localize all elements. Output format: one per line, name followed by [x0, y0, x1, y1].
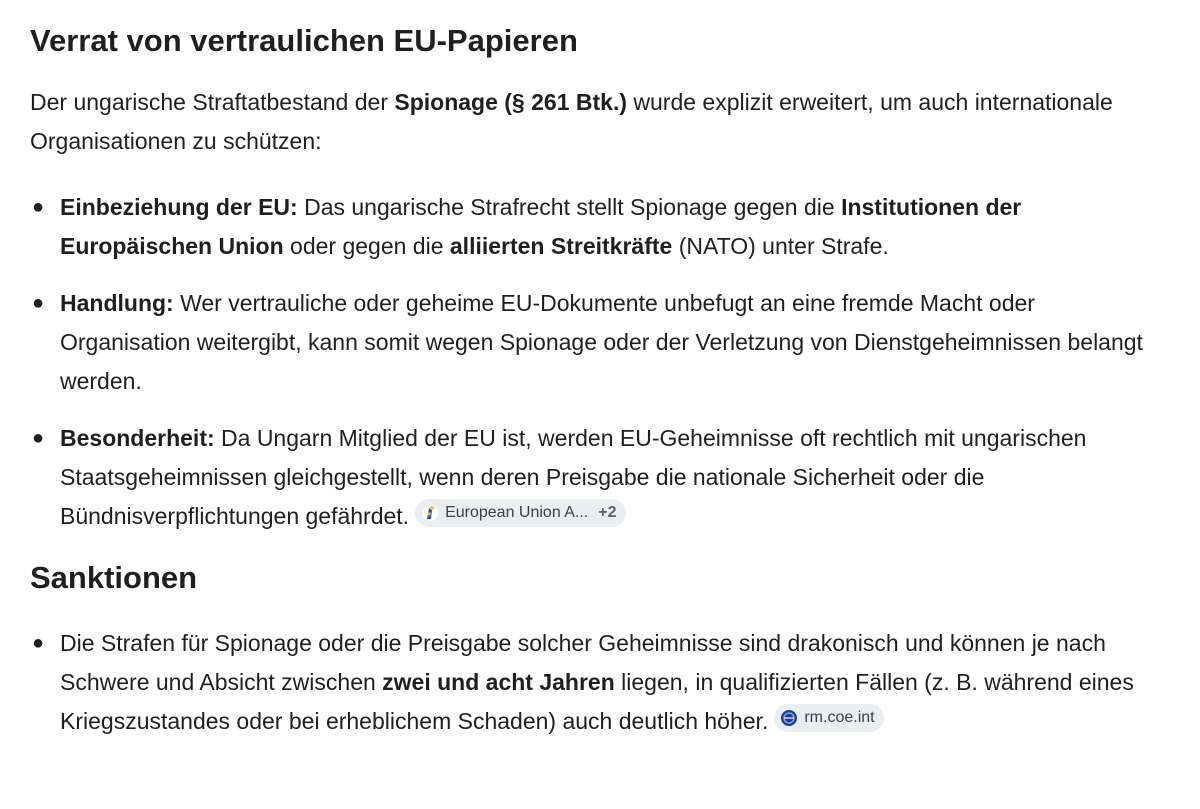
item-bold: zwei und acht Jahren — [382, 669, 615, 695]
intro-paragraph — [30, 83, 1140, 161]
item-text: Das ungarische Strafrecht stellt Spionage gegen die — [297, 194, 842, 220]
item-text: liegen, in qualifizierten Fällen (z. B. während eines Kriegszustandes oder bei erheblichem Schaden) auch deutlich höher. — [60, 669, 1134, 734]
list-item-besonderheit — [30, 419, 1170, 536]
coe-source-icon — [780, 709, 798, 727]
item-text: Wer vertrauliche oder geheime EU-Dokumente unbefugt an eine fremde Macht oder Organisation weitergibt, kann somit wegen Spionage oder der Verletzung von Dienstgeheimnissen belangt werden. — [60, 290, 1143, 394]
section-heading-sanktionen: Sanktionen — [30, 560, 198, 595]
item-bold: alliierten Streitkräfte — [449, 233, 673, 259]
item-label: Besonderheit: — [60, 425, 215, 451]
bullet-dot: ● — [32, 196, 45, 218]
list-item-strafen — [30, 624, 1170, 741]
chip-more-count: +2 — [598, 504, 617, 521]
source-chip-european-union[interactable] — [415, 499, 625, 527]
item-text: oder gegen die — [283, 233, 450, 259]
bullet-dot: ● — [32, 292, 45, 314]
source-chip-coe[interactable] — [774, 704, 883, 732]
item-text: (NATO) unter Strafe. — [672, 233, 889, 259]
intro-text-2: wurde explizit erweitert, um auch internationale Organisationen zu schützen: — [30, 89, 1113, 154]
intro-text-1: Der ungarische Straftatbestand der — [30, 89, 395, 115]
item-label: Einbeziehung der EU: — [60, 194, 298, 220]
intro-bold-spionage: Spionage (§ 261 Btk.) — [394, 89, 627, 115]
item-text: Da Ungarn Mitglied der EU ist, werden EU-Geheimnisse oft rechtlich mit ungarischen Staatsgeheimnissen gleichgestellt, wenn deren Preisgabe die nationale Sicherheit oder die Bündnisverpflichtungen gefährdet. — [60, 425, 1087, 529]
item-text: Die Strafen für Spionage oder die Preisgabe solcher Geheimnisse sind drakonisch und können je nach Schwere und Absicht zwischen — [60, 630, 1106, 695]
bullet-list-sanktionen — [30, 624, 1170, 741]
bullet-list-eu — [30, 188, 1170, 536]
chip-label: European Union A... — [445, 504, 589, 521]
list-item-einbeziehung — [30, 188, 1170, 266]
eu-source-icon — [421, 504, 439, 522]
list-item-handlung — [30, 284, 1170, 401]
bullet-dot: ● — [32, 427, 45, 449]
item-bold: Institutionen der Europäischen Union — [60, 194, 1022, 259]
bullet-dot: ● — [32, 632, 45, 654]
section-heading-verrat: Verrat von vertraulichen EU-Papieren — [30, 23, 578, 58]
chip-label: rm.coe.int — [804, 709, 875, 726]
item-label: Handlung: — [60, 290, 174, 316]
